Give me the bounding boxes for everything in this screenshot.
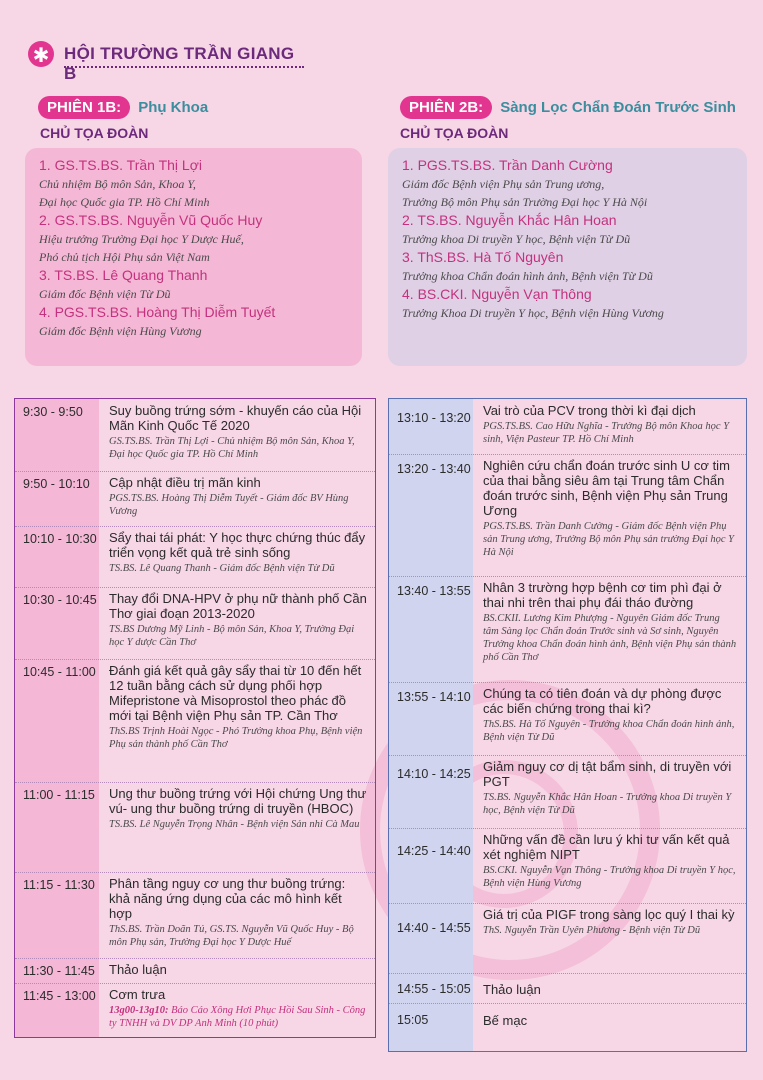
row-time: 9:30 - 9:50 xyxy=(23,405,83,419)
row-time: 14:25 - 14:40 xyxy=(397,844,471,858)
chair-title: CHỦ TỌA ĐOÀN xyxy=(400,125,509,141)
schedule-right xyxy=(388,398,747,1052)
schedule-row xyxy=(15,471,375,527)
chair-name: 3. TS.BS. Lê Quang Thanh xyxy=(39,267,208,283)
session-1b-header xyxy=(38,94,208,120)
schedule-row xyxy=(389,682,746,756)
schedule-row xyxy=(389,399,746,455)
row-speaker: PGS.TS.BS. Trần Danh Cường - Giám đốc Bệnh viện Phụ sản Trung ương, Trưởng Bộ môn Phụ sản trường Đại học Y Hà Nội xyxy=(483,521,735,558)
chair-desc: Trưởng Khoa Di truyền Y học, Bệnh viện Hùng Vương xyxy=(402,306,664,320)
chair-desc: Giám đốc Bệnh viện Hùng Vương xyxy=(39,324,202,338)
row-topic: Thảo luận xyxy=(483,982,541,997)
row-time: 13:40 - 13:55 xyxy=(397,584,471,598)
chair-name: 2. GS.TS.BS. Nguyễn Vũ Quốc Huy xyxy=(39,212,263,228)
chair-panel-left xyxy=(25,148,362,366)
schedule-row xyxy=(389,576,746,683)
row-speaker: TS.BS. Lê Quang Thanh - Giám đốc Bệnh viện Từ Dũ xyxy=(109,563,335,574)
row-topic: Nhân 3 trường hợp bệnh cơ tim phì đại ở thai nhi trên thai phụ đái tháo đường xyxy=(483,580,722,610)
schedule-row xyxy=(389,454,746,577)
chair-name: 4. BS.CKI. Nguyễn Vạn Thông xyxy=(402,286,592,302)
chair-desc: Trưởng khoa Di truyền Y học, Bệnh viện Từ Dũ xyxy=(402,232,631,246)
row-time: 10:30 - 10:45 xyxy=(23,593,97,607)
row-time: 14:40 - 14:55 xyxy=(397,921,471,935)
row-topic: Cơm trưa xyxy=(109,987,166,1002)
session-label: PHIÊN 2B: xyxy=(400,96,492,119)
row-time: 13:55 - 14:10 xyxy=(397,690,471,704)
row-time: 9:50 - 10:10 xyxy=(23,477,90,491)
schedule-row xyxy=(15,782,375,873)
schedule-row xyxy=(389,1003,746,1053)
row-speaker: TS.BS Dương Mỹ Linh - Bộ môn Sản, Khoa Y, Trường Đại học Y dược Cần Thơ xyxy=(109,624,355,648)
row-topic: Nghiên cứu chẩn đoán trước sinh U cơ tim của thai bằng siêu âm tại Trung tâm Chẩn đoán trước sinh, Bệnh viện Phụ sản Trung Ương xyxy=(483,458,730,518)
schedule-row xyxy=(15,872,375,959)
row-speaker-time: 13g00-13g10: xyxy=(109,1005,169,1016)
chair-title: CHỦ TỌA ĐOÀN xyxy=(40,125,149,141)
chair-desc: Chủ nhiệm Bộ môn Sản, Khoa Y, xyxy=(39,177,196,191)
chair-desc: Trưởng khoa Chẩn đoán hình ảnh, Bệnh viện Từ Dũ xyxy=(402,269,653,283)
row-time: 10:10 - 10:30 xyxy=(23,532,97,546)
row-topic: Suy buồng trứng sớm - khuyến cáo của Hội Mãn Kinh Quốc Tế 2020 xyxy=(109,403,362,433)
hall-header xyxy=(28,38,308,83)
row-speaker: PGS.TS.BS. Cao Hữu Nghĩa - Trưởng Bộ môn Khoa học Y sinh, Viện Pasteur TP. Hồ Chí Minh xyxy=(483,421,730,445)
row-time: 14:10 - 14:25 xyxy=(397,767,471,781)
session-name: Sàng Lọc Chẩn Đoán Trước Sinh xyxy=(500,98,736,116)
chair-name: 1. PGS.TS.BS. Trần Danh Cường xyxy=(402,157,613,173)
chair-desc: Hiệu trưởng Trường Đại học Y Dược Huế, xyxy=(39,232,244,246)
schedule-row xyxy=(389,828,746,904)
row-time: 14:55 - 15:05 xyxy=(397,982,471,996)
row-time: 11:00 - 11:15 xyxy=(23,788,95,802)
star-icon: ✱ xyxy=(28,41,54,67)
schedule-row xyxy=(15,983,375,1039)
row-topic: Cập nhật điều trị mãn kinh xyxy=(109,475,261,490)
row-topic: Đánh giá kết quả gây sẩy thai từ 10 đến hết 12 tuần bằng cách sử dụng phối hợp Mifepristone và Misoprostol theo phác đồ mới tại Bệnh viện Phụ sản TP. Cần Thơ xyxy=(109,663,362,723)
schedule-left xyxy=(14,398,376,1038)
row-topic: Phân tầng nguy cơ ung thư buồng trứng: khả năng ứng dụng của các mô hình kết hợp xyxy=(109,876,346,921)
row-speaker: ThS.BS. Hà Tố Nguyên - Trưởng khoa Chẩn đoán hình ảnh, Bệnh viện Từ Dũ xyxy=(483,719,735,743)
chair-desc: Giám đốc Bệnh viện Phụ sản Trung ương, xyxy=(402,177,605,191)
schedule-row xyxy=(15,958,375,984)
row-speaker: ThS. Nguyễn Trần Uyên Phương - Bệnh viện Từ Dũ xyxy=(483,925,701,936)
hall-underline xyxy=(64,66,304,68)
row-topic: Giá trị của PIGF trong sàng lọc quý I thai kỳ xyxy=(483,907,735,922)
schedule-row xyxy=(15,659,375,783)
row-speaker: BS.CKI. Nguyễn Vạn Thông - Trưởng khoa Di truyền Y học, Bệnh viện Hùng Vương xyxy=(483,865,736,889)
chair-panel-right xyxy=(388,148,747,366)
session-2b-header xyxy=(400,94,736,120)
session-name: Phụ Khoa xyxy=(138,98,209,116)
schedule-row xyxy=(15,526,375,588)
schedule-row xyxy=(15,587,375,660)
row-speaker: TS.BS. Nguyễn Khắc Hân Hoan - Trưởng khoa Di truyền Y học, Bệnh viện Từ Dũ xyxy=(483,792,732,816)
row-speaker-text: Báo Cáo Xông Hơi Phục Hồi Sau Sinh - Công ty TNHH và DV DP Anh Minh (10 phút) xyxy=(109,1005,366,1029)
row-speaker: GS.TS.BS. Trần Thị Lợi - Chủ nhiệm Bộ môn Sản, Khoa Y, Đại học Quốc gia TP. Hồ Chí Minh xyxy=(109,436,355,460)
row-time: 13:20 - 13:40 xyxy=(397,462,471,476)
row-time: 11:30 - 11:45 xyxy=(23,964,95,978)
row-topic: Bế mạc xyxy=(483,1013,528,1028)
chair-desc: Phó chủ tịch Hội Phụ sản Việt Nam xyxy=(39,250,210,264)
schedule-row xyxy=(389,903,746,974)
chair-desc: Giám đốc Bệnh viện Từ Dũ xyxy=(39,287,171,301)
row-speaker: BS.CKII. Lương Kim Phượng - Nguyên Giám đốc Trung tâm Sàng lọc Chẩn đoán Trước sinh và Sơ sinh, Nguyên Trưởng khoa Chẩn đoán hình ảnh, Bệnh viện Phụ sản thành phố Cần Thơ xyxy=(483,613,737,663)
row-topic: Ung thư buồng trứng với Hội chứng Ung thư vú- ung thư buồng trứng di truyền (HBOC) xyxy=(109,786,367,816)
session-label: PHIÊN 1B: xyxy=(38,96,130,119)
row-speaker: TS.BS. Lê Nguyễn Trọng Nhân - Bệnh viện Sản nhi Cà Mau xyxy=(109,819,360,830)
row-speaker: PGS.TS.BS. Hoàng Thị Diễm Tuyết - Giám đốc BV Hùng Vương xyxy=(109,493,349,517)
row-topic: Sẩy thai tái phát: Y học thực chứng thúc đẩy triển vọng kết quả trẻ sinh sống xyxy=(109,530,366,560)
row-time: 11:15 - 11:30 xyxy=(23,878,95,892)
row-topic: Chúng ta có tiên đoán và dự phòng được các biến chứng trong thai kì? xyxy=(483,686,722,716)
schedule-row xyxy=(15,399,375,472)
row-topic: Giảm nguy cơ dị tật bẩm sinh, di truyền với PGT xyxy=(483,759,732,789)
chair-name: 3. ThS.BS. Hà Tố Nguyên xyxy=(402,249,564,265)
row-speaker: ThS.BS. Trần Doãn Tú, GS.TS. Nguyễn Vũ Quốc Huy - Bộ môn Phụ sản, Trường Đại học Y Dược Huế xyxy=(109,924,354,948)
chair-desc: Đại học Quốc gia TP. Hồ Chí Minh xyxy=(39,195,210,209)
chair-name: 2. TS.BS. Nguyễn Khắc Hân Hoan xyxy=(402,212,617,228)
chair-name: 1. GS.TS.BS. Trần Thị Lợi xyxy=(39,157,202,173)
row-topic: Thảo luận xyxy=(109,962,167,977)
row-topic: Vai trò của PCV trong thời kì đại dịch xyxy=(483,403,696,418)
row-speaker: ThS.BS Trịnh Hoài Ngọc - Phó Trưởng khoa Phụ, Bệnh viện Phụ sản thành phố Cần Thơ xyxy=(109,726,363,750)
row-time: 10:45 - 11:00 xyxy=(23,665,96,679)
row-time: 13:10 - 13:20 xyxy=(397,411,471,425)
chair-name: 4. PGS.TS.BS. Hoàng Thị Diễm Tuyết xyxy=(39,304,276,320)
chair-desc: Trưởng Bộ môn Phụ sản Trường Đại học Y Hà Nội xyxy=(402,195,648,209)
row-topic: Thay đổi DNA-HPV ở phụ nữ thành phố Cần Thơ giai đoạn 2013-2020 xyxy=(109,591,367,621)
row-time: 15:05 xyxy=(397,1013,429,1027)
row-time: 11:45 - 13:00 xyxy=(23,989,96,1003)
schedule-row xyxy=(389,755,746,829)
row-speaker xyxy=(109,1004,367,1030)
hall-title: HỘI TRƯỜNG TRẦN GIANG B xyxy=(64,44,295,83)
row-topic: Những vấn đề cần lưu ý khi tư vấn kết quả xét nghiệm NIPT xyxy=(483,832,730,862)
schedule-row xyxy=(389,973,746,1004)
